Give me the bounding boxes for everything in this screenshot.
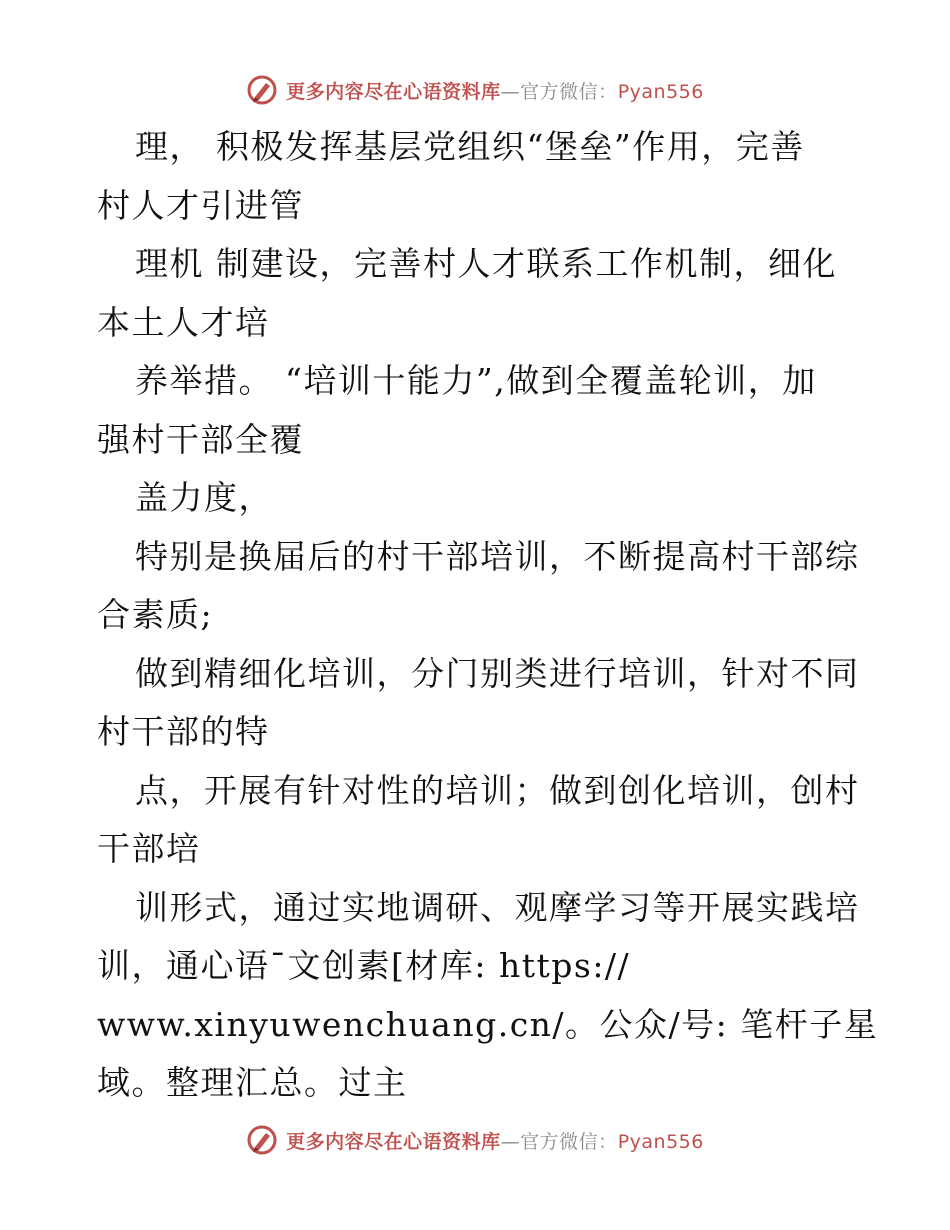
text-line: 训，通心语¯文创素[材库: https:// [97,946,631,985]
watermark-text [286,77,704,104]
text-line: 村干部的特 [97,712,270,751]
text-line: 干部培 [97,829,201,868]
text-line: 合素质; [97,595,214,634]
watermark-site-name: 更多内容尽在心语资料库 [286,80,501,103]
text-line: 强村干部全覆 [97,419,304,459]
text-line: 点，开展有针对性的培训；做到创化培训，创村 [135,770,860,810]
text-line: 本土人才培 [97,302,270,342]
pen-circle-logo-icon [246,74,278,106]
header-watermark [0,70,950,110]
text-line: 训形式，通过实地调研、观摩学习等开展实践培 [135,887,860,927]
text-line: 做到精细化培训，分门别类进行培训，针对不同 [135,653,860,693]
text-line: 域。整理汇总。过主 [97,1063,408,1102]
watermark-wechat-account: Pyan556 [617,80,704,103]
document-body [97,118,879,1113]
text-line: 理， 积极发挥基层党组织“堡垒”作用，完善 [135,127,805,166]
text-line: 特别是换届后的村干部培训，不断提高村干部综 [135,536,860,576]
text-line: 村人才引进管 [97,185,304,225]
watermark-wechat-label: 官方微信： [520,80,618,103]
text-line: 理机 制建设，完善村人才联系工作机制，细化 [135,244,837,283]
watermark-wechat-account: Pyan556 [617,1130,704,1153]
text-line: 盖力度， [135,478,273,517]
footer-watermark [0,1120,950,1160]
watermark-dash: — [500,80,521,103]
pen-circle-logo-icon [246,1124,278,1156]
watermark-site-name: 更多内容尽在心语资料库 [286,1130,501,1153]
watermark-text [286,1127,704,1154]
text-line: 养举措。 “培训十能力”,做到全覆盖轮训，加 [135,361,817,400]
watermark-wechat-label: 官方微信： [520,1130,618,1153]
watermark-dash: — [500,1130,521,1153]
text-line: www.xinyuwenchuang.cn/。公众/号: 笔杆子星 [97,1004,879,1044]
